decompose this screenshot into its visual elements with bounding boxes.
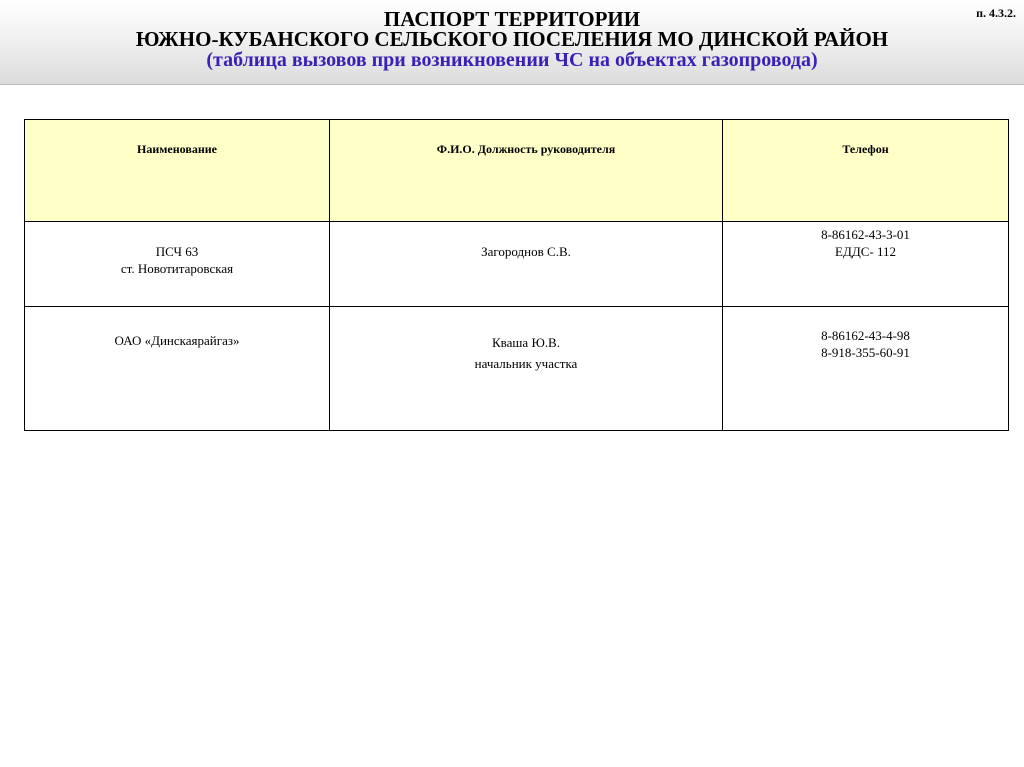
- cell-text: Загороднов С.В.: [481, 244, 571, 259]
- cell-text: 8-86162-43-4-98: [821, 328, 910, 343]
- cell-text: ПСЧ 63: [155, 244, 199, 259]
- cell-text: ЕДДС- 112: [835, 244, 896, 259]
- column-header-head: Ф.И.О. Должность руководителя: [330, 120, 723, 222]
- section-number: п. 4.3.2.: [976, 6, 1016, 20]
- table-header-row: [25, 120, 1009, 222]
- cell-text: 8-86162-43-3-01: [821, 227, 910, 242]
- cell-text: начальник участка: [474, 356, 578, 371]
- cell-text: ОАО «Динскаярайгаз»: [114, 333, 240, 348]
- cell-text: Кваша Ю.В.: [492, 335, 560, 350]
- cell-head: [330, 222, 723, 307]
- page-subtitle: ЮЖНО-КУБАНСКОГО СЕЛЬСКОГО ПОСЕЛЕНИЯ МО ДИНСКОЙ РАЙОН: [135, 27, 889, 51]
- table-row: [25, 307, 1009, 431]
- cell-phone: [723, 222, 1009, 307]
- cell-text: 8-918-355-60-91: [821, 345, 910, 360]
- table-row: [25, 222, 1009, 307]
- cell-name: [25, 307, 330, 431]
- emergency-calls-table: [24, 119, 1009, 431]
- column-header-name: Наименование: [25, 120, 330, 222]
- column-header-phone: Телефон: [723, 120, 1009, 222]
- cell-text: ст. Новотитаровская: [120, 261, 234, 276]
- cell-phone: [723, 307, 1009, 431]
- page-title: ПАСПОРТ ТЕРРИТОРИИ: [383, 7, 641, 31]
- cell-head: [330, 307, 723, 431]
- page-caption: (таблица вызовов при возникновении ЧС на объектах газопровода): [206, 49, 818, 71]
- cell-name: [25, 222, 330, 307]
- slide-header: [0, 0, 1024, 85]
